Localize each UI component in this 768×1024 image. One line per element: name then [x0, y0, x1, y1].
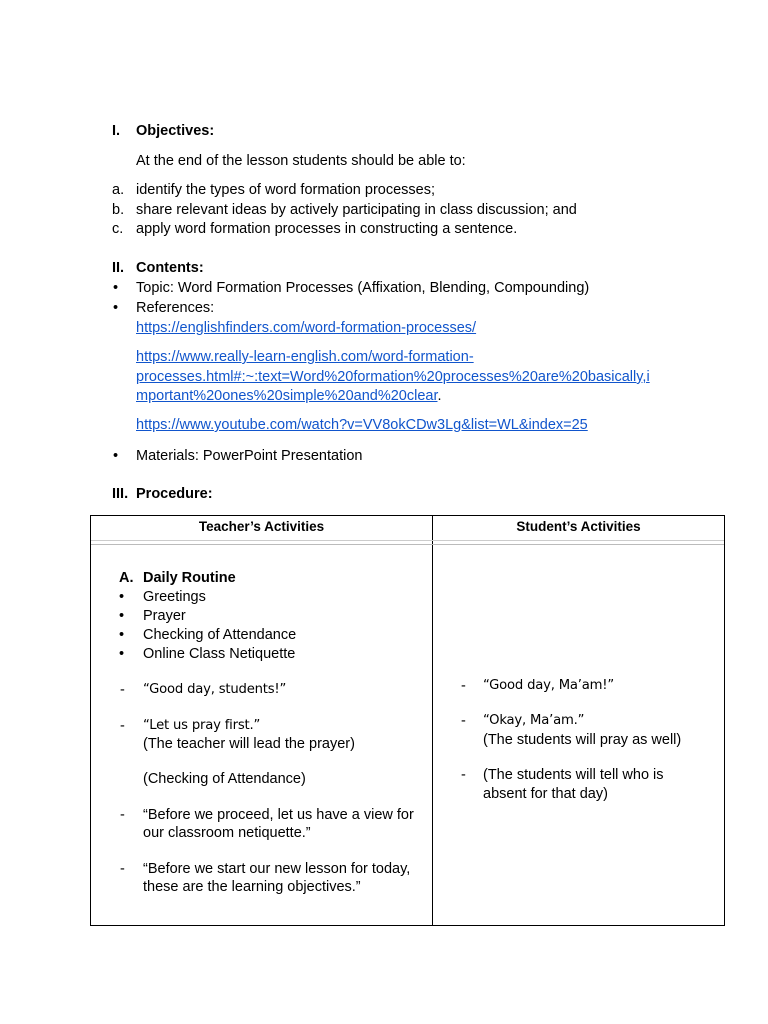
- objectives-heading: Objectives:: [136, 123, 215, 139]
- reference-link-really-learn-english-cont[interactable]: processes.html#:~:text=Word%20formation%20processes%20are%20basically,i: [136, 369, 650, 385]
- dash: -: [120, 682, 125, 698]
- routine-item: Prayer: [143, 608, 186, 624]
- period: .: [437, 388, 442, 404]
- bullet: •: [113, 448, 119, 464]
- student-line-greeting: “Good day, Ma’am!”: [483, 678, 615, 693]
- list-marker: c.: [112, 221, 124, 237]
- dash: -: [461, 713, 466, 729]
- reference-link-wrap: [136, 388, 442, 404]
- student-line-okay: “Okay, Ma’am.”: [483, 713, 585, 728]
- list-item: apply word formation processes in constructing a sentence.: [136, 221, 518, 237]
- teacher-line-netiquette-cont: our classroom netiquette.”: [143, 825, 311, 841]
- routine-heading: Daily Routine: [143, 570, 236, 586]
- dash: -: [461, 767, 466, 783]
- teacher-line-prayer: “Let us pray first.”: [143, 718, 261, 733]
- teacher-note-attendance: (Checking of Attendance): [143, 771, 306, 787]
- bullet: •: [119, 646, 125, 662]
- list-marker: a.: [112, 182, 125, 198]
- objectives-intro: At the end of the lesson students should be able to:: [136, 153, 466, 169]
- bullet: •: [113, 280, 119, 296]
- reference-link-really-learn-english[interactable]: https://www.really-learn-english.com/word-formation-: [136, 349, 474, 365]
- student-activities-header: Student’s Activities: [516, 519, 641, 534]
- bullet: •: [119, 608, 125, 624]
- dash: -: [120, 807, 125, 823]
- list-item: identify the types of word formation processes;: [136, 182, 436, 198]
- student-note-prayer: (The students will pray as well): [483, 732, 682, 748]
- teacher-line-objectives: “Before we start our new lesson for today,: [143, 861, 411, 877]
- objectives-number: I.: [112, 123, 121, 139]
- bullet: •: [119, 627, 125, 643]
- teacher-activities-header: Teacher’s Activities: [198, 519, 325, 534]
- teacher-note-prayer: (The teacher will lead the prayer): [143, 736, 355, 752]
- procedure-heading: Procedure:: [136, 486, 213, 502]
- bullet: •: [119, 589, 125, 605]
- header-divider: [91, 540, 724, 541]
- references-label: References:: [136, 300, 215, 316]
- reference-link-englishfinders[interactable]: https://englishfinders.com/word-formation-processes/: [136, 320, 477, 336]
- bullet: •: [113, 300, 119, 316]
- reference-link-youtube[interactable]: https://www.youtube.com/watch?v=VV8okCDw3Lg&list=WL&index=25: [136, 417, 588, 433]
- student-note-absent-cont: absent for that day): [483, 786, 608, 802]
- teacher-line-greeting: “Good day, students!”: [143, 682, 287, 697]
- dash: -: [120, 718, 125, 734]
- materials-text: Materials: PowerPoint Presentation: [136, 448, 363, 464]
- routine-marker: A.: [119, 570, 134, 586]
- list-item: share relevant ideas by actively participating in class discussion; and: [136, 202, 577, 218]
- student-note-absent: (The students will tell who is: [483, 767, 664, 783]
- procedure-number: III.: [112, 486, 129, 502]
- dash: -: [120, 861, 125, 877]
- reference-link-really-learn-english-end[interactable]: mportant%20ones%20simple%20and%20clear: [136, 388, 438, 404]
- teacher-line-objectives-cont: these are the learning objectives.”: [143, 879, 361, 895]
- contents-heading: Contents:: [136, 260, 204, 276]
- routine-item: Greetings: [143, 589, 206, 605]
- header-divider-secondary: [91, 544, 724, 545]
- topic-text: Topic: Word Formation Processes (Affixation, Blending, Compounding): [136, 280, 590, 296]
- contents-number: II.: [112, 260, 125, 276]
- column-divider: [432, 516, 433, 925]
- routine-item: Checking of Attendance: [143, 627, 297, 643]
- list-marker: b.: [112, 202, 125, 218]
- dash: -: [461, 678, 466, 694]
- routine-item: Online Class Netiquette: [143, 646, 296, 662]
- teacher-line-netiquette: “Before we proceed, let us have a view for: [143, 807, 414, 823]
